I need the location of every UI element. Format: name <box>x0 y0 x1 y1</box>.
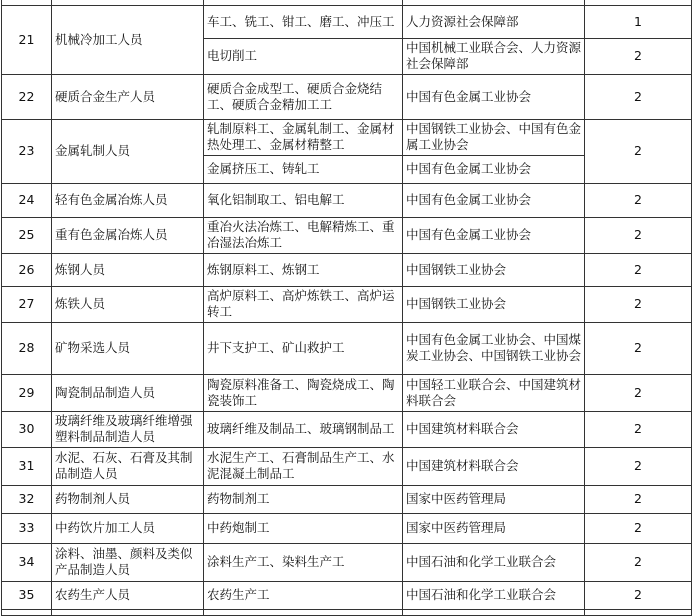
category-cell: 机械冷加工人员 <box>52 5 204 74</box>
category-cell: 金属轧制人员 <box>52 119 204 183</box>
level-cell: 2 <box>585 322 692 374</box>
org-cell: 中国有色金属工业协会 <box>403 74 585 119</box>
occupation-table <box>1 0 692 616</box>
level-cell: 2 <box>585 217 692 253</box>
category-cell: 药物制剂人员 <box>52 485 204 513</box>
jobs-cell: 轧制原料工、金属轧制工、金属材热处理工、金属材精整工 <box>204 119 403 155</box>
category-cell: 陶瓷制品制造人员 <box>52 374 204 411</box>
category-cell: 中药饮片加工人员 <box>52 513 204 543</box>
row-number: 34 <box>2 543 52 581</box>
level-cell: 2 <box>585 543 692 581</box>
row-number: 35 <box>2 581 52 609</box>
row-number: 28 <box>2 322 52 374</box>
table-body <box>2 0 692 615</box>
jobs-cell: 金属挤压工、铸轧工 <box>204 155 403 183</box>
row-number: 27 <box>2 286 52 322</box>
row-number: 33 <box>2 513 52 543</box>
table-row <box>2 485 692 513</box>
org-cell: 人力资源社会保障部 <box>403 5 585 38</box>
table-row <box>2 217 692 253</box>
table-row <box>2 322 692 374</box>
level-cell: 2 <box>585 513 692 543</box>
table-row <box>2 543 692 581</box>
row-number: 30 <box>2 411 52 447</box>
category-cell: 硬质合金生产人员 <box>52 74 204 119</box>
table-row <box>2 374 692 411</box>
row-number: 31 <box>2 447 52 485</box>
org-cell: 中国钢铁工业协会 <box>403 253 585 286</box>
org-cell: 中国石油和化学工业联合会 <box>403 543 585 581</box>
jobs-cell: 炼钢原料工、炼钢工 <box>204 253 403 286</box>
org-cell: 中国有色金属工业协会 <box>403 217 585 253</box>
org-cell: 中国有色金属工业协会 <box>403 155 585 183</box>
table-row <box>2 119 692 155</box>
org-cell: 中国钢铁工业协会、中国有色金属工业协会 <box>403 119 585 155</box>
category-cell: 涂料、油墨、颜料及类似产品制造人员 <box>52 543 204 581</box>
level-cell: 2 <box>585 411 692 447</box>
org-cell: 中国有色金属工业协会、中国煤炭工业协会、中国钢铁工业协会 <box>403 322 585 374</box>
org-cell: 中国石油和化学工业联合会 <box>403 581 585 609</box>
jobs-cell: 玻璃纤维及制品工、玻璃钢制品工 <box>204 411 403 447</box>
level-cell: 2 <box>585 119 692 183</box>
level-cell: 2 <box>585 253 692 286</box>
org-cell: 国家中医药管理局 <box>403 513 585 543</box>
table-row <box>2 74 692 119</box>
level-cell: 2 <box>585 581 692 609</box>
jobs-cell: 涂料生产工、染料生产工 <box>204 543 403 581</box>
jobs-cell: 农药生产工 <box>204 581 403 609</box>
jobs-cell: 重冶火法冶炼工、电解精炼工、重冶湿法冶炼工 <box>204 217 403 253</box>
level-cell: 2 <box>585 447 692 485</box>
row-number: 24 <box>2 183 52 217</box>
table-row <box>2 609 692 615</box>
org-cell: 中国建筑材料联合会 <box>403 411 585 447</box>
jobs-cell: 车工、铣工、钳工、磨工、冲压工 <box>204 5 403 38</box>
category-cell: 水泥、石灰、石膏及其制品制造人员 <box>52 447 204 485</box>
table-row <box>2 286 692 322</box>
org-cell: 中国钢铁工业协会 <box>403 286 585 322</box>
table-row <box>2 411 692 447</box>
row-number: 32 <box>2 485 52 513</box>
level-cell: 2 <box>585 183 692 217</box>
row-number: 23 <box>2 119 52 183</box>
jobs-cell: 药物制剂工 <box>204 485 403 513</box>
table-row <box>2 5 692 38</box>
org-cell: 中国有色金属工业协会 <box>403 183 585 217</box>
table-row <box>2 447 692 485</box>
jobs-cell: 中药炮制工 <box>204 513 403 543</box>
jobs-cell: 陶瓷原料准备工、陶瓷烧成工、陶瓷装饰工 <box>204 374 403 411</box>
jobs-cell: 电切削工 <box>204 38 403 74</box>
level-cell: 2 <box>585 74 692 119</box>
table-row <box>2 253 692 286</box>
category-cell: 重有色金属冶炼人员 <box>52 217 204 253</box>
org-cell: 中国轻工业联合会、中国建筑材料联合会 <box>403 374 585 411</box>
row-number: 29 <box>2 374 52 411</box>
jobs-cell: 井下支护工、矿山救护工 <box>204 322 403 374</box>
level-cell: 2 <box>585 374 692 411</box>
row-number: 25 <box>2 217 52 253</box>
row-number: 22 <box>2 74 52 119</box>
row-number: 26 <box>2 253 52 286</box>
category-cell: 炼钢人员 <box>52 253 204 286</box>
org-cell: 中国建筑材料联合会 <box>403 447 585 485</box>
level-cell: 2 <box>585 286 692 322</box>
level-cell: 2 <box>585 38 692 74</box>
table-row <box>2 513 692 543</box>
level-cell: 1 <box>585 5 692 38</box>
category-cell: 炼铁人员 <box>52 286 204 322</box>
jobs-cell: 水泥生产工、石膏制品生产工、水泥混凝土制品工 <box>204 447 403 485</box>
category-cell: 轻有色金属冶炼人员 <box>52 183 204 217</box>
category-cell: 玻璃纤维及玻璃纤维增强塑料制品制造人员 <box>52 411 204 447</box>
org-cell: 中国机械工业联合会、人力资源社会保障部 <box>403 38 585 74</box>
level-cell: 2 <box>585 485 692 513</box>
org-cell: 国家中医药管理局 <box>403 485 585 513</box>
jobs-cell: 高炉原料工、高炉炼铁工、高炉运转工 <box>204 286 403 322</box>
jobs-cell: 硬质合金成型工、硬质合金烧结工、硬质合金精加工工 <box>204 74 403 119</box>
table-row <box>2 183 692 217</box>
category-cell: 农药生产人员 <box>52 581 204 609</box>
jobs-cell: 氧化铝制取工、铝电解工 <box>204 183 403 217</box>
row-number: 21 <box>2 5 52 74</box>
category-cell: 矿物采选人员 <box>52 322 204 374</box>
